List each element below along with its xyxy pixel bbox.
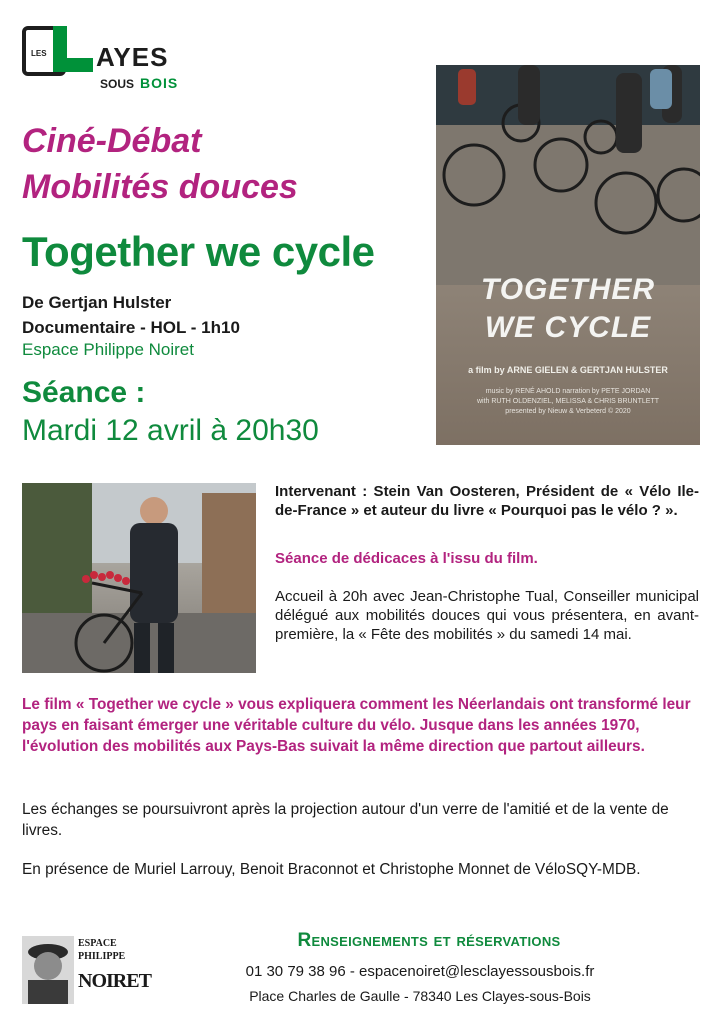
kicker-cine-debat: Ciné-Débat [22, 122, 202, 160]
film-description: Le film « Together we cycle » vous expliquera comment les Néerlandais ont transformé leur pays en faisant émerger une véritable culture du vélo. Jusque dans les années 1970, l'évolution des mobilités aux Pays-Bas suivait la même direction que partout ailleurs. [22, 696, 691, 755]
seance-label: Séance : [22, 376, 146, 409]
logo-l-horizontal [53, 58, 93, 72]
footer-logo-espace: ESPACE [78, 938, 117, 949]
logo-sous-text: SOUS [100, 77, 135, 91]
film-meta: Documentaire - HOL - 1h10 [22, 318, 240, 337]
logo-ayes-text: AYES [96, 42, 169, 72]
poster-music-credit: music by RENÉ AHOLD narration by PETE JORDAN [485, 388, 651, 395]
speaker-with-bicycle-illustration [22, 483, 256, 673]
film-poster [436, 65, 700, 445]
logo-bois-text: BOIS [140, 75, 179, 91]
info-heading: Renseignements et réservations [297, 930, 561, 951]
event-kicker [22, 118, 298, 210]
poster-title-line1: TOGETHER [480, 273, 656, 306]
speaker-intro: Intervenant : Stein Van Oosteren, Président de « Vélo Ile-de-France » et auteur du livre « Pourquoi pas le vélo ? ». [275, 483, 699, 519]
seance-date: Mardi 12 avril à 20h30 [22, 414, 319, 447]
film-director: De Gertjan Hulster [22, 293, 172, 312]
poster-title-line2: WE CYCLE [484, 311, 652, 344]
film-credits [22, 290, 240, 340]
espace-philippe-noiret-logo [22, 936, 151, 1004]
les-clayes-sous-bois-logo [22, 24, 192, 94]
signing-note: Séance de dédicaces à l'issu du film. [275, 550, 538, 567]
poster-cast-credit: with RUTH OLDENZIEL, MELISSA & CHRIS BRUNTLETT [476, 398, 660, 405]
welcome-paragraph: Accueil à 20h avec Jean-Christophe Tual, Conseiller municipal délégué aux mobilités douces qui vous présentera, en avant-première, la « Fête des mobilités » du samedi 14 mai. [275, 588, 699, 643]
poster-presented-credit: presented by Nieuw & Verbeterd © 2020 [505, 408, 631, 415]
logo-les-text: LES [31, 49, 47, 58]
poster-credit: a film by ARNE GIELEN & GERTJAN HULSTER [468, 365, 668, 375]
film-title: Together we cycle [22, 228, 375, 275]
kicker-mobilites: Mobilités douces [22, 168, 298, 206]
address-line: Place Charles de Gaulle - 78340 Les Clayes-sous-Bois [249, 988, 591, 1004]
contact-line: 01 30 79 38 96 - espacenoiret@lesclayessousbois.fr [245, 963, 595, 980]
footer-logo-philippe: PHILIPPE [78, 951, 126, 962]
exchanges-paragraph: Les échanges se poursuivront après la projection autour d'un verre de l'amitié et de la vente de livres. [22, 801, 669, 839]
venue-name: Espace Philippe Noiret [22, 340, 194, 359]
footer-logo-noiret: NOIRET [78, 970, 151, 992]
presence-paragraph: En présence de Muriel Larrouy, Benoit Braconnot et Christophe Monnet de VéloSQY-MDB. [22, 861, 641, 878]
speaker-photo [22, 483, 256, 673]
